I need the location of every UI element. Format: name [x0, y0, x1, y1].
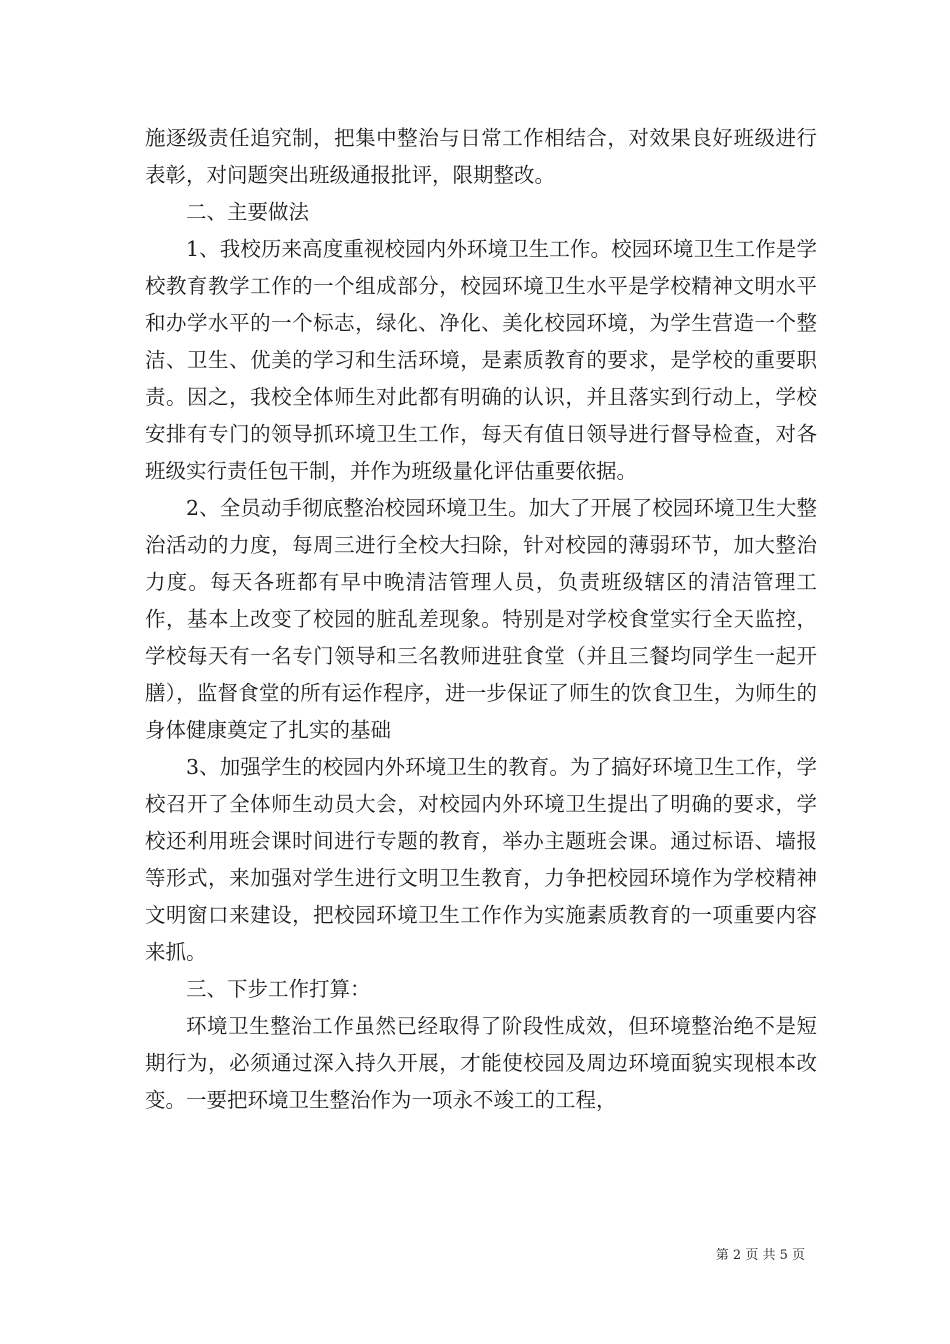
- document-body: [145, 120, 817, 1119]
- paragraph-item-1: 1、我校历来高度重视校园内外环境卫生工作。校园环境卫生工作是学校教育教学工作的一个组成部分，校园环境卫生水平是学校精神文明水平和办学水平的一个标志，绿化、净化、美化校园环境，为学生营造一个整洁、卫生、优美的学习和生活环境，是素质教育的要求，是学校的重要职责。因之，我校全体师生对此都有明确的认识，并且落实到行动上，学校安排有专门的领导抓环境卫生工作，每天有值日领导进行督导检查，对各班级实行责任包干制，并作为班级量化评估重要依据。: [145, 237, 817, 483]
- section-heading-next-steps: 三、下步工作打算：: [186, 977, 371, 1001]
- section-heading-main-methods: 二、主要做法: [186, 200, 309, 224]
- page-number-footer: 第 2 页 共 5 页: [715, 1248, 805, 1263]
- paragraph-next-steps: 环境卫生整治工作虽然已经取得了阶段性成效，但环境整治绝不是短期行为，必须通过深入持久开展，才能使校园及周边环境面貌实现根本改变。一要把环境卫生整治作为一项永不竣工的工程，: [145, 1014, 817, 1112]
- paragraph-continued: 施逐级责任追究制，把集中整治与日常工作相结合，对效果良好班级进行表彰，对问题突出班级通报批评，限期整改。: [145, 126, 817, 187]
- paragraph-item-2: 2、全员动手彻底整治校园环境卫生。加大了开展了校园环境卫生大整治活动的力度，每周三进行全校大扫除，针对校园的薄弱环节，加大整治力度。每天各班都有早中晚清洁管理人员，负责班级辖区的清洁管理工作，基本上改变了校园的脏乱差现象。特别是对学校食堂实行全天监控，学校每天有一名专门领导和三名教师进驻食堂（并且三餐均同学生一起开膳），监督食堂的所有运作程序，进一步保证了师生的饮食卫生，为师生的身体健康奠定了扎实的基础: [145, 496, 817, 742]
- paragraph-item-3: 3、加强学生的校园内外环境卫生的教育。为了搞好环境卫生工作，学校召开了全体师生动员大会，对校园内外环境卫生提出了明确的要求，学校还利用班会课时间进行专题的教育，举办主题班会课。通过标语、墙报等形式，来加强对学生进行文明卫生教育，力争把校园环境作为学校精神文明窗口来建设，把校园环境卫生工作作为实施素质教育的一项重要内容来抓。: [145, 755, 817, 964]
